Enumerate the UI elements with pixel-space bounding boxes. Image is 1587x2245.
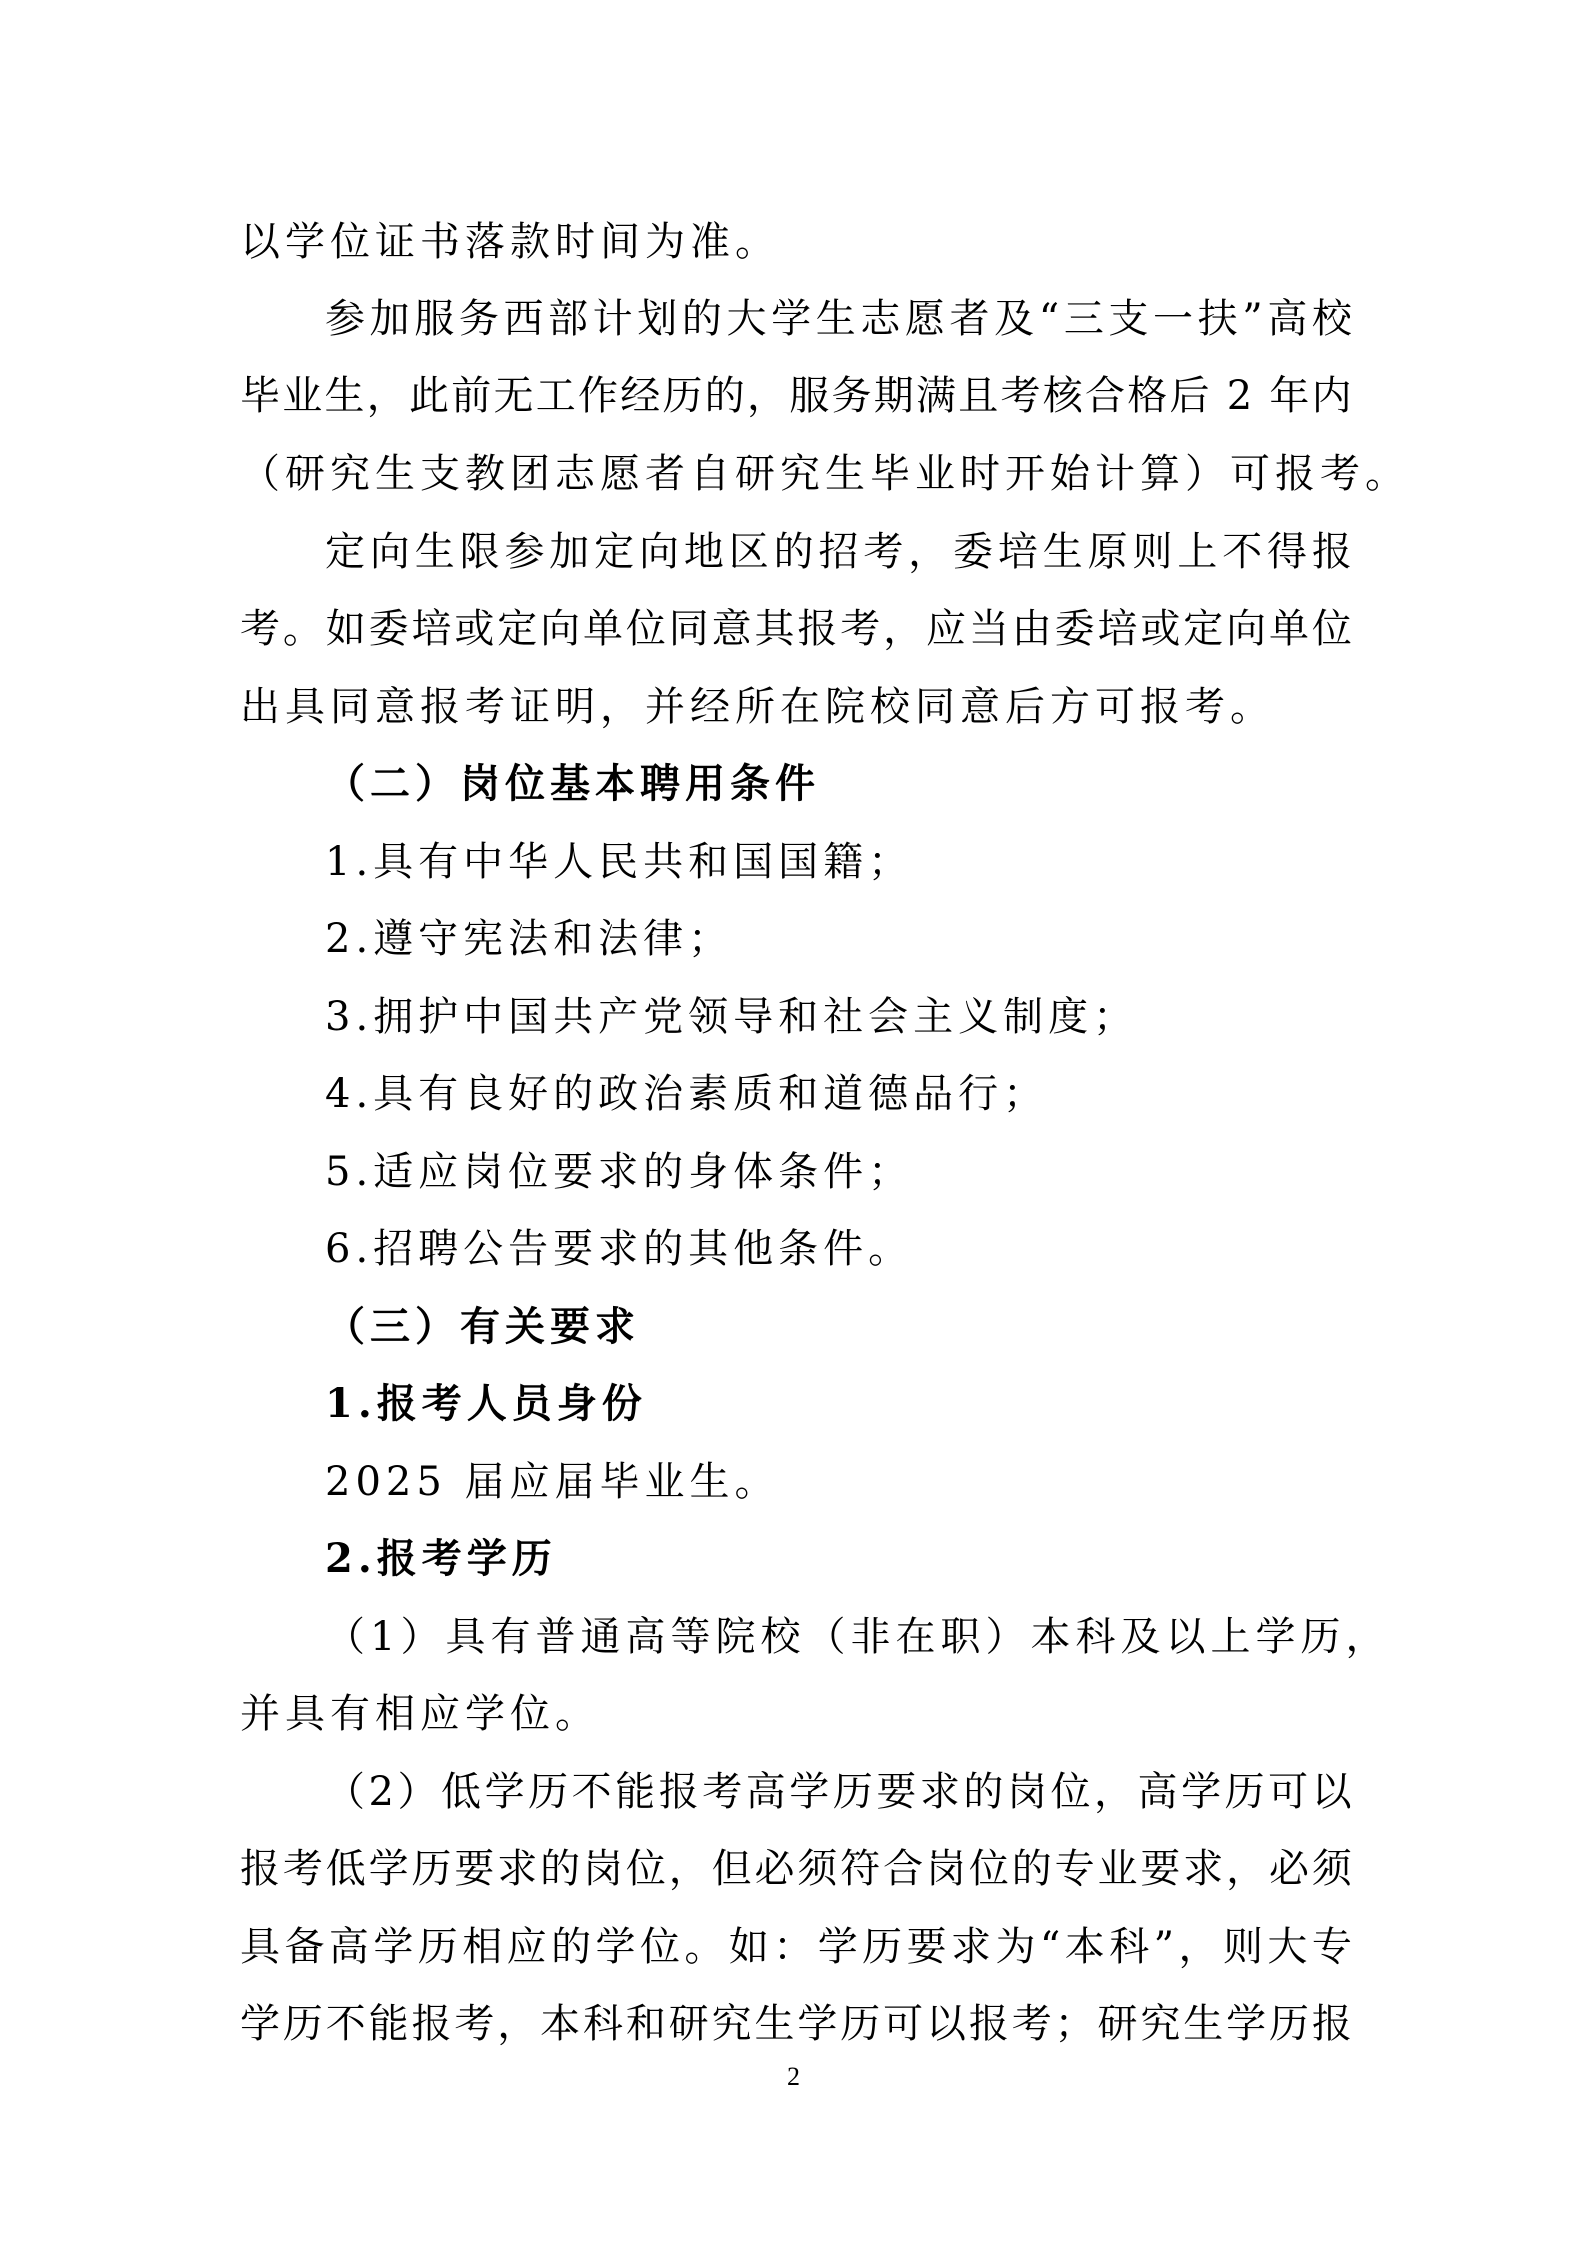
list-item: 2.遵守宪法和法律；: [325, 916, 734, 962]
paragraph-line: 报 考 低 学 历 要 求 的 岗 位 ， 但 必 须 符 合 岗 位 的 专 业 要 求 ， 必 须: [240, 1846, 1352, 1892]
paragraph-line: 定 向 生 限 参 加 定 向 地 区 的 招 考 ， 委 培 生 原 则 上 不 得 报: [325, 529, 1352, 575]
section-heading: （三）有关要求: [325, 1303, 640, 1350]
paragraph-line: 毕 业 生 ， 此 前 无 工 作 经 历 的 ， 服 务 期 满 且 考 核 合 格 后 2 年 内: [240, 373, 1352, 419]
paragraph-line: （ 2 ） 低 学 历 不 能 报 考 高 学 历 要 求 的 岗 位 ， 高 学 历 可 以: [325, 1769, 1352, 1815]
list-item: 4.具有良好的政治素质和道德品行；: [325, 1071, 1049, 1117]
paragraph-line: 考 。 如 委 培 或 定 向 单 位 同 意 其 报 考 ， 应 当 由 委 培 或 定 向 单 位: [240, 606, 1352, 652]
list-item: 1.具有中华人民共和国国籍；: [325, 839, 914, 885]
paragraph-line: 2025 届应届毕业生。: [325, 1459, 780, 1505]
subsection-heading: 2.报考学历: [325, 1535, 557, 1582]
paragraph-line: 具 备 高 学 历 相 应 的 学 位 。 如 ： 学 历 要 求 为 “ 本 科 ” ， 则 大 专: [240, 1924, 1352, 1970]
paragraph-line: （1）具有普通高等院校（非在职）本科及以上学历，: [325, 1614, 1391, 1660]
list-item: 6.招聘公告要求的其他条件。: [325, 1226, 914, 1272]
paragraph-line: 以学位证书落款时间为准。: [240, 219, 780, 265]
list-item: 5.适应岗位要求的身体条件；: [325, 1149, 914, 1195]
list-item: 3.拥护中国共产党领导和社会主义制度；: [325, 994, 1139, 1040]
paragraph-line: 参 加 服 务 西 部 计 划 的 大 学 生 志 愿 者 及 “ 三 支 一 扶 ” 高 校: [325, 296, 1352, 342]
paragraph-line: （研究生支教团志愿者自研究生毕业时开始计算）可报考。: [240, 451, 1410, 497]
paragraph-line: 学 历 不 能 报 考 ， 本 科 和 研 究 生 学 历 可 以 报 考 ； 研 究 生 学 历 报: [240, 2001, 1352, 2047]
page-number: 2: [787, 2062, 800, 2091]
subsection-heading: 1.报考人员身份: [325, 1380, 647, 1427]
paragraph-line: 出具同意报考证明，并经所在院校同意后方可报考。: [240, 684, 1275, 730]
section-heading: （二）岗位基本聘用条件: [325, 760, 820, 807]
paragraph-line: 并具有相应学位。: [240, 1691, 600, 1737]
